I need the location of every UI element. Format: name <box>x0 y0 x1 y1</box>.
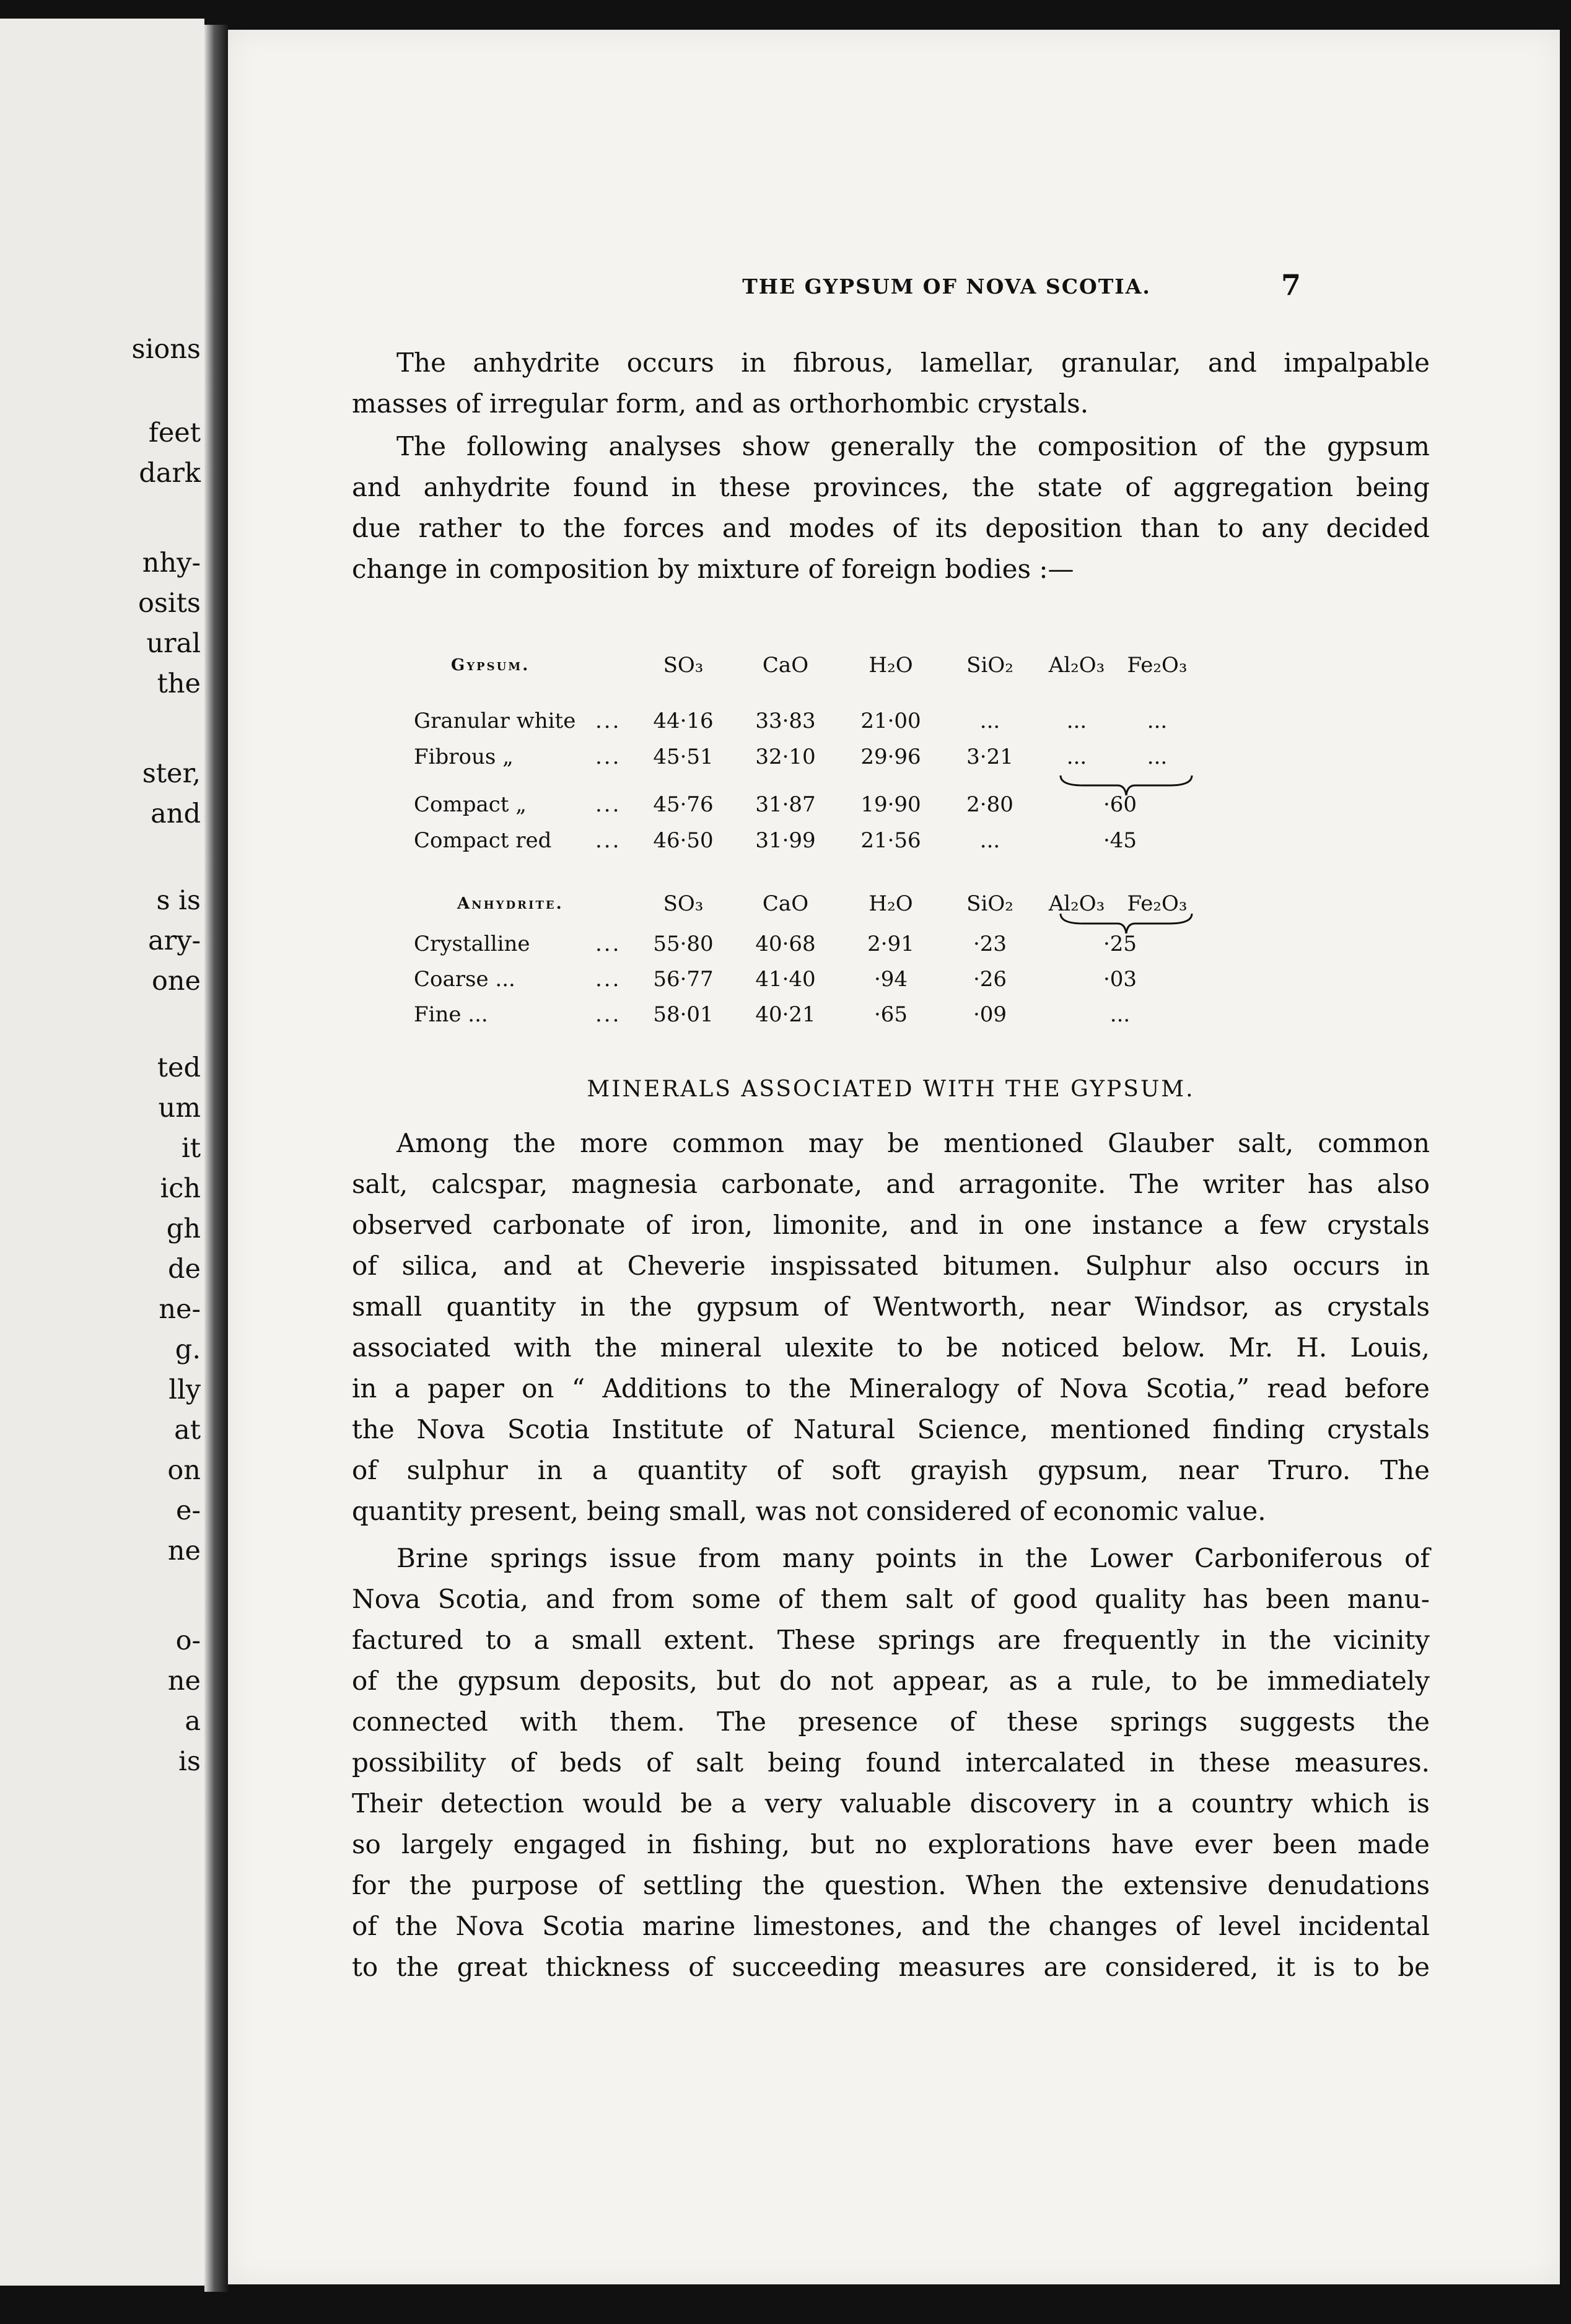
table-cell: 32·10 <box>755 745 816 769</box>
table-row <box>228 705 1560 737</box>
table-cell: 19·90 <box>860 792 921 817</box>
row-label: Crystalline <box>414 932 530 956</box>
table-cell: 31·87 <box>755 792 816 817</box>
facing-text: and <box>151 798 201 829</box>
table-row <box>228 824 1560 857</box>
table-cell: ... <box>979 828 1000 853</box>
table-cell: 45·51 <box>653 745 714 769</box>
column-header: H₂O <box>869 653 913 678</box>
text-line: The anhydrite occurs in fibrous, lamellar, granular, and impalpable <box>396 347 1430 378</box>
paragraph-anhydrite-forms <box>352 343 1430 424</box>
table-cell: 31·99 <box>755 828 816 853</box>
facing-text: ster, <box>142 758 201 789</box>
facing-text: is <box>178 1746 201 1777</box>
text-line: Their detection would be a very valuable discovery in a country which is <box>352 1788 1430 1819</box>
column-header: SiO₂ <box>966 653 1013 678</box>
facing-text: ary- <box>147 925 201 956</box>
text-line: due rather to the forces and modes of its deposition than to any decided <box>352 513 1430 543</box>
facing-text: it <box>181 1133 201 1164</box>
table-cell: 41·40 <box>755 967 816 992</box>
facing-text: ne- <box>159 1294 201 1325</box>
table-cell: ·26 <box>973 967 1007 992</box>
text-line: Among the more common may be mentioned Glauber salt, common <box>396 1128 1430 1158</box>
table-cell: 33·83 <box>755 709 816 733</box>
text-line: observed carbonate of iron, limonite, and in one instance a few crystals <box>352 1210 1430 1240</box>
text-line: of the Nova Scotia marine limestones, and the changes of level incidental <box>352 1911 1430 1941</box>
table-row <box>228 928 1560 960</box>
table-header <box>228 649 1560 681</box>
text-line: the Nova Scotia Institute of Natural Science, mentioned finding crystals <box>352 1414 1430 1444</box>
facing-text: s is <box>156 885 201 916</box>
column-header: SO₃ <box>663 891 704 916</box>
column-header: SO₃ <box>663 653 704 678</box>
facing-text: um <box>158 1093 201 1124</box>
row-label: Compact red <box>414 828 552 853</box>
table-cell: 40·21 <box>755 1002 816 1027</box>
column-header: Al₂O₃ <box>1048 653 1105 678</box>
facing-text: ted <box>157 1052 201 1083</box>
facing-text: ne <box>167 1666 201 1697</box>
text-line: possibility of beds of salt being found intercalated in these measures. <box>352 1747 1430 1778</box>
table-cell: ... <box>1066 745 1087 769</box>
table-cell: ·03 <box>1103 967 1137 992</box>
table-cell: ·23 <box>973 932 1007 956</box>
section-heading: MINERALS ASSOCIATED WITH THE GYPSUM. <box>587 1077 1195 1102</box>
text-line: salt, calcspar, magnesia carbonate, and arragonite. The writer has also <box>352 1169 1430 1199</box>
row-label: Fine ... <box>414 1002 488 1027</box>
table-cell: 44·16 <box>653 709 714 733</box>
table-row <box>228 788 1560 821</box>
paragraph-analyses-intro <box>352 426 1430 590</box>
facing-text: the <box>157 668 201 699</box>
table-cell: ·25 <box>1103 932 1137 956</box>
facing-text: one <box>151 966 201 997</box>
column-header: SiO₂ <box>966 891 1013 916</box>
table-cell: ... <box>1109 1002 1131 1027</box>
facing-text: o- <box>175 1625 201 1656</box>
facing-page-edge <box>0 19 204 2286</box>
paragraph-associated-minerals <box>352 1123 1430 1532</box>
table-cell: 55·80 <box>653 932 714 956</box>
text-line: The following analyses show generally the composition of the gypsum <box>396 431 1430 461</box>
leader-dots: ... <box>595 932 621 956</box>
section-label: Anhydrite. <box>457 894 564 913</box>
table-cell: 46·50 <box>653 828 714 853</box>
facing-text: ne <box>167 1536 201 1566</box>
row-label: Compact „ <box>414 792 527 817</box>
table-cell: 21·56 <box>860 828 921 853</box>
leader-dots: ... <box>595 709 621 733</box>
paragraph-brine-springs <box>352 1538 1430 1988</box>
text-line: in a paper on “ Additions to the Mineralogy of Nova Scotia,” read before <box>352 1373 1430 1404</box>
facing-text: gh <box>166 1213 201 1244</box>
table-row <box>228 963 1560 995</box>
column-header: Fe₂O₃ <box>1127 891 1188 916</box>
text-line: of sulphur in a quantity of soft grayish gypsum, near Truro. The <box>352 1455 1430 1485</box>
table-cell: ... <box>979 709 1000 733</box>
text-line: of the gypsum deposits, but do not appear, as a rule, to be immediately <box>352 1666 1430 1696</box>
facing-text: feet <box>148 417 201 448</box>
book-page <box>228 30 1560 2284</box>
table-cell: ... <box>1147 745 1168 769</box>
text-line: small quantity in the gypsum of Wentworth, near Windsor, as crystals <box>352 1291 1430 1322</box>
facing-text: de <box>168 1254 201 1285</box>
book-gutter <box>204 25 229 2292</box>
leader-dots: ... <box>595 745 621 769</box>
table-cell: 2·91 <box>867 932 914 956</box>
table-cell: 45·76 <box>653 792 714 817</box>
table-cell: ·45 <box>1103 828 1137 853</box>
facing-text: ural <box>146 628 201 659</box>
facing-text: dark <box>139 458 201 489</box>
column-header: CaO <box>762 653 809 678</box>
table-row <box>228 998 1560 1031</box>
text-line: associated with the mineral ulexite to be noticed below. Mr. H. Louis, <box>352 1332 1430 1363</box>
table-cell: 3·21 <box>966 745 1013 769</box>
text-line: and anhydrite found in these provinces, the state of aggregation being <box>352 472 1430 502</box>
table-cell: 56·77 <box>653 967 714 992</box>
table-row <box>228 741 1560 773</box>
leader-dots: ... <box>595 792 621 817</box>
facing-text: on <box>167 1455 201 1486</box>
facing-text: a <box>185 1706 201 1737</box>
section-label: Gypsum. <box>451 656 530 675</box>
table-cell: ... <box>1066 709 1087 733</box>
row-label: Granular white <box>414 709 576 733</box>
text-line: quantity present, being small, was not considered of economic value. <box>352 1496 1266 1526</box>
facing-text: at <box>174 1415 201 1446</box>
text-line: connected with them. The presence of these springs suggests the <box>352 1706 1430 1737</box>
text-line: to the great thickness of succeeding measures are considered, it is to be <box>352 1952 1430 1982</box>
text-line: change in composition by mixture of foreign bodies :— <box>352 554 1074 584</box>
row-label: Fibrous „ <box>414 745 514 769</box>
row-label: Coarse ... <box>414 967 515 992</box>
table-cell: 29·96 <box>860 745 921 769</box>
facing-text: sions <box>131 334 201 365</box>
facing-text: g. <box>175 1334 201 1365</box>
table-cell: 2·80 <box>966 792 1013 817</box>
running-title: THE GYPSUM OF NOVA SCOTIA. <box>742 274 1151 299</box>
column-header: Fe₂O₃ <box>1127 653 1188 678</box>
text-line: for the purpose of settling the question. When the extensive denudations <box>352 1870 1430 1900</box>
table-cell: 58·01 <box>653 1002 714 1027</box>
table-cell: ·09 <box>973 1002 1007 1027</box>
text-line: Brine springs issue from many points in the Lower Carboniferous of <box>396 1543 1430 1573</box>
leader-dots: ... <box>595 828 621 853</box>
leader-dots: ... <box>595 967 621 992</box>
column-header: Al₂O₃ <box>1048 891 1105 916</box>
table-cell: ... <box>1147 709 1168 733</box>
table-header <box>228 888 1560 920</box>
column-header: CaO <box>762 891 809 916</box>
table-cell: ·60 <box>1103 792 1137 817</box>
table-cell: 21·00 <box>860 709 921 733</box>
facing-text: e- <box>176 1495 201 1526</box>
column-header: H₂O <box>869 891 913 916</box>
facing-text: osits <box>138 588 201 619</box>
text-line: masses of irregular form, and as orthorhombic crystals. <box>352 388 1089 419</box>
facing-text: lly <box>168 1374 201 1405</box>
leader-dots: ... <box>595 1002 621 1027</box>
table-cell: ·94 <box>873 967 908 992</box>
facing-text: ich <box>160 1173 201 1204</box>
running-header <box>228 268 1560 312</box>
table-cell: ·65 <box>873 1002 908 1027</box>
table-cell: 40·68 <box>755 932 816 956</box>
text-line: of silica, and at Cheverie inspissated bitumen. Sulphur also occurs in <box>352 1251 1430 1281</box>
text-line: Nova Scotia, and from some of them salt of good quality has been manu- <box>352 1584 1430 1614</box>
text-line: factured to a small extent. These springs are frequently in the vicinity <box>352 1625 1430 1655</box>
facing-text: nhy- <box>142 548 201 579</box>
text-line: so largely engaged in fishing, but no explorations have ever been made <box>352 1829 1430 1859</box>
page-number: 7 <box>1281 268 1302 302</box>
